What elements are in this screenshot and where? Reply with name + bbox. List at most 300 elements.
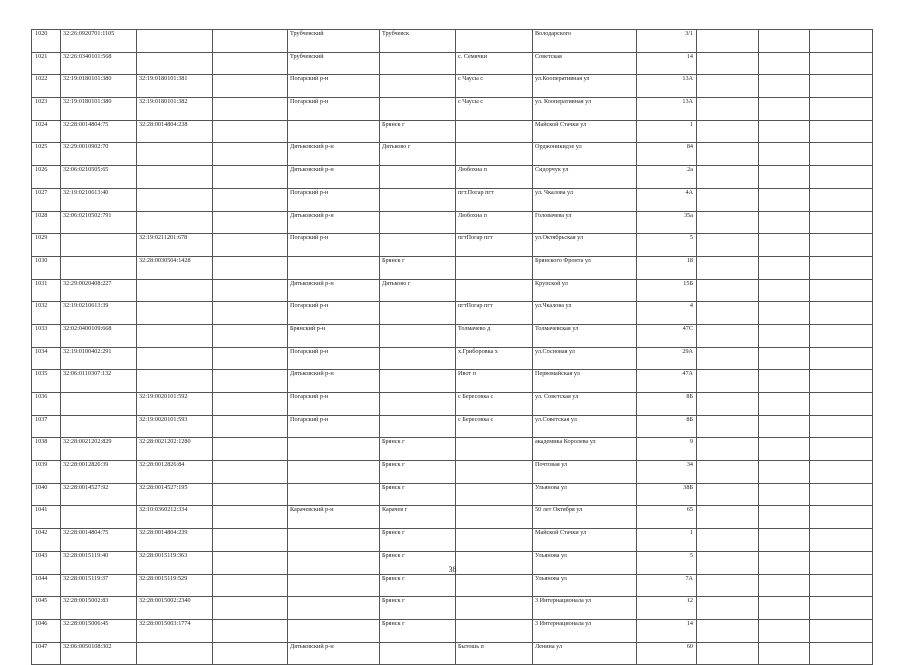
city-cell: Брянск г <box>380 120 456 143</box>
street-cell: ул.Советская ул <box>533 415 637 438</box>
blank-cell <box>697 506 759 529</box>
blank-cell <box>810 438 873 461</box>
blank-cell <box>697 30 759 53</box>
extra-cell <box>213 234 288 257</box>
building-cadastral-cell <box>137 143 213 166</box>
building-cadastral-cell <box>137 211 213 234</box>
cadastral-number-cell: 32:26:0920701:1105 <box>61 30 137 53</box>
cadastral-number-cell <box>61 256 137 279</box>
cadastral-number-cell: 32:28:0015119:37 <box>61 574 137 597</box>
settlement-cell <box>456 574 533 597</box>
street-cell: Майской Стачки ул <box>533 120 637 143</box>
cadastral-number-cell: 32:29:0010902:70 <box>61 143 137 166</box>
house-number-cell: 35а <box>637 211 697 234</box>
city-cell: Трубчевск <box>380 30 456 53</box>
blank-cell <box>759 279 810 302</box>
district-cell: Дятьковский р-н <box>288 211 380 234</box>
house-number-cell: 14 <box>637 52 697 75</box>
table-row <box>32 143 873 166</box>
house-number-cell: 29А <box>637 347 697 370</box>
row-number-cell: 1038 <box>32 438 61 461</box>
extra-cell <box>213 188 288 211</box>
building-cadastral-cell: 32:28:0015002:2340 <box>137 597 213 620</box>
extra-cell <box>213 597 288 620</box>
extra-cell <box>213 574 288 597</box>
row-number-cell: 1042 <box>32 529 61 552</box>
blank-cell <box>810 506 873 529</box>
house-number-cell: 1 <box>637 529 697 552</box>
blank-cell <box>810 256 873 279</box>
house-number-cell: 4А <box>637 188 697 211</box>
district-cell: Дятьковский р-н <box>288 279 380 302</box>
table-row <box>32 483 873 506</box>
house-number-cell: 3/1 <box>637 30 697 53</box>
extra-cell <box>213 347 288 370</box>
table-row <box>32 370 873 393</box>
cadastral-number-cell: 32:28:0014527:92 <box>61 483 137 506</box>
cadastral-number-cell: 32:29:0020408:227 <box>61 279 137 302</box>
blank-cell <box>697 483 759 506</box>
blank-cell <box>810 166 873 189</box>
building-cadastral-cell <box>137 324 213 347</box>
extra-cell <box>213 438 288 461</box>
street-cell: Крупской ул <box>533 279 637 302</box>
blank-cell <box>697 279 759 302</box>
settlement-cell <box>456 597 533 620</box>
table-row <box>32 188 873 211</box>
district-cell: Брянский р-н <box>288 324 380 347</box>
house-number-cell: 34 <box>637 461 697 484</box>
table-row <box>32 529 873 552</box>
settlement-cell <box>456 279 533 302</box>
building-cadastral-cell: 32:19:0211201:678 <box>137 234 213 257</box>
settlement-cell <box>456 483 533 506</box>
settlement-cell: с Чаусы с <box>456 98 533 121</box>
blank-cell <box>759 211 810 234</box>
extra-cell <box>213 166 288 189</box>
row-number-cell: 1024 <box>32 120 61 143</box>
city-cell: Брянск г <box>380 461 456 484</box>
house-number-cell: 8Б <box>637 393 697 416</box>
row-number-cell: 1033 <box>32 324 61 347</box>
house-number-cell: 15Б <box>637 279 697 302</box>
settlement-cell <box>456 120 533 143</box>
district-cell: Погарский р-н <box>288 302 380 325</box>
row-number-cell: 1036 <box>32 393 61 416</box>
blank-cell <box>697 415 759 438</box>
table-row <box>32 279 873 302</box>
building-cadastral-cell <box>137 347 213 370</box>
blank-cell <box>810 619 873 642</box>
blank-cell <box>759 370 810 393</box>
street-cell: Ульянова ул <box>533 551 637 574</box>
street-cell: ул. Кооперативная ул <box>533 98 637 121</box>
district-cell: Дятьковский р-н <box>288 370 380 393</box>
table-row <box>32 619 873 642</box>
blank-cell <box>697 75 759 98</box>
row-number-cell: 1022 <box>32 75 61 98</box>
city-cell: Дятьково г <box>380 279 456 302</box>
blank-cell <box>810 347 873 370</box>
blank-cell <box>759 52 810 75</box>
settlement-cell: пгтПогар пгт <box>456 234 533 257</box>
building-cadastral-cell: 32:28:0014804:238 <box>137 120 213 143</box>
row-number-cell: 1046 <box>32 619 61 642</box>
cadastral-number-cell: 32:28:0015006:45 <box>61 619 137 642</box>
house-number-cell: 60 <box>637 642 697 665</box>
row-number-cell: 1032 <box>32 302 61 325</box>
city-cell: Брянск г <box>380 438 456 461</box>
cadastral-number-cell <box>61 393 137 416</box>
row-number-cell: 1021 <box>32 52 61 75</box>
city-cell <box>380 75 456 98</box>
blank-cell <box>810 52 873 75</box>
blank-cell <box>759 506 810 529</box>
extra-cell <box>213 619 288 642</box>
blank-cell <box>697 98 759 121</box>
page-number: 38 <box>448 565 457 574</box>
district-cell: Дятьковский р-н <box>288 642 380 665</box>
blank-cell <box>759 30 810 53</box>
blank-cell <box>697 574 759 597</box>
row-number-cell: 1047 <box>32 642 61 665</box>
table-row <box>32 347 873 370</box>
district-cell: Погарский р-н <box>288 415 380 438</box>
street-cell: ул.Чкалова ул <box>533 302 637 325</box>
blank-cell <box>697 234 759 257</box>
city-cell <box>380 415 456 438</box>
building-cadastral-cell <box>137 52 213 75</box>
building-cadastral-cell: 32:28:0021202:1280 <box>137 438 213 461</box>
district-cell <box>288 619 380 642</box>
table-row <box>32 166 873 189</box>
street-cell: Ульянова ул <box>533 483 637 506</box>
extra-cell <box>213 529 288 552</box>
house-number-cell: 5 <box>637 551 697 574</box>
city-cell: Брянск г <box>380 483 456 506</box>
blank-cell <box>810 211 873 234</box>
blank-cell <box>810 529 873 552</box>
street-cell: ул.Сосновая ул <box>533 347 637 370</box>
cadastral-number-cell: 32:19:0210613:40 <box>61 188 137 211</box>
settlement-cell <box>456 143 533 166</box>
street-cell: Брянского Фронта ул <box>533 256 637 279</box>
house-number-cell: 1 <box>637 120 697 143</box>
blank-cell <box>697 120 759 143</box>
street-cell: Первомайская ул <box>533 370 637 393</box>
blank-cell <box>810 75 873 98</box>
extra-cell <box>213 30 288 53</box>
row-number-cell: 1031 <box>32 279 61 302</box>
blank-cell <box>697 597 759 620</box>
blank-cell <box>697 143 759 166</box>
row-number-cell: 1037 <box>32 415 61 438</box>
city-cell: Брянск г <box>380 529 456 552</box>
row-number-cell: 1041 <box>32 506 61 529</box>
street-cell: 50 лет Октября ул <box>533 506 637 529</box>
cadastral-number-cell: 32:28:0012826:39 <box>61 461 137 484</box>
row-number-cell: 1044 <box>32 574 61 597</box>
building-cadastral-cell <box>137 279 213 302</box>
settlement-cell <box>456 438 533 461</box>
building-cadastral-cell: 32:28:0012826:84 <box>137 461 213 484</box>
table-row <box>32 324 873 347</box>
blank-cell <box>697 370 759 393</box>
building-cadastral-cell: 32:19:0020101:593 <box>137 415 213 438</box>
cadastral-number-cell <box>61 506 137 529</box>
blank-cell <box>810 188 873 211</box>
blank-cell <box>759 597 810 620</box>
blank-cell <box>697 619 759 642</box>
city-cell <box>380 188 456 211</box>
street-cell: ул. Чкалова ул <box>533 188 637 211</box>
blank-cell <box>759 302 810 325</box>
table-row <box>32 98 873 121</box>
table-row <box>32 302 873 325</box>
district-cell <box>288 574 380 597</box>
table-row <box>32 256 873 279</box>
blank-cell <box>759 619 810 642</box>
district-cell <box>288 597 380 620</box>
extra-cell <box>213 324 288 347</box>
blank-cell <box>697 347 759 370</box>
city-cell: Брянск г <box>380 619 456 642</box>
settlement-cell: с. Семячки <box>456 52 533 75</box>
table-row <box>32 52 873 75</box>
house-number-cell: 18 <box>637 256 697 279</box>
district-cell: Карачевский р-н <box>288 506 380 529</box>
district-cell <box>288 483 380 506</box>
district-cell: Погарский р-н <box>288 98 380 121</box>
district-cell: Трубчевский <box>288 30 380 53</box>
blank-cell <box>759 188 810 211</box>
extra-cell <box>213 370 288 393</box>
blank-cell <box>759 574 810 597</box>
house-number-cell: 84 <box>637 143 697 166</box>
cadastral-number-cell: 32:06:0050108:302 <box>61 642 137 665</box>
blank-cell <box>759 98 810 121</box>
cadastral-number-cell: 32:06:0110307:132 <box>61 370 137 393</box>
district-cell <box>288 529 380 552</box>
district-cell: Погарский р-н <box>288 234 380 257</box>
table-row <box>32 30 873 53</box>
blank-cell <box>697 211 759 234</box>
settlement-cell: Ивот п <box>456 370 533 393</box>
city-cell <box>380 302 456 325</box>
city-cell: Брянск г <box>380 256 456 279</box>
blank-cell <box>759 415 810 438</box>
table-row <box>32 234 873 257</box>
street-cell: Ульянова ул <box>533 574 637 597</box>
district-cell: Погарский р-н <box>288 75 380 98</box>
extra-cell <box>213 52 288 75</box>
extra-cell <box>213 143 288 166</box>
house-number-cell: 47А <box>637 370 697 393</box>
house-number-cell: 13А <box>637 98 697 121</box>
blank-cell <box>759 143 810 166</box>
building-cadastral-cell: 32:28:0014527:195 <box>137 483 213 506</box>
blank-cell <box>697 302 759 325</box>
table-row <box>32 438 873 461</box>
city-cell: Брянск г <box>380 574 456 597</box>
row-number-cell: 1026 <box>32 166 61 189</box>
building-cadastral-cell <box>137 30 213 53</box>
blank-cell <box>810 279 873 302</box>
district-cell: Трубчевский <box>288 52 380 75</box>
blank-cell <box>810 143 873 166</box>
city-cell <box>380 234 456 257</box>
table-row <box>32 415 873 438</box>
building-cadastral-cell: 32:28:0030504:1428 <box>137 256 213 279</box>
district-cell <box>288 120 380 143</box>
table-row <box>32 461 873 484</box>
cadastral-number-cell: 32:06:0210505:65 <box>61 166 137 189</box>
city-cell <box>380 211 456 234</box>
building-cadastral-cell: 32:28:0015003:1774 <box>137 619 213 642</box>
city-cell <box>380 642 456 665</box>
blank-cell <box>810 393 873 416</box>
house-number-cell: 14 <box>637 619 697 642</box>
row-number-cell: 1035 <box>32 370 61 393</box>
city-cell <box>380 324 456 347</box>
district-cell: Погарский р-н <box>288 393 380 416</box>
settlement-cell: с Бересовка с <box>456 393 533 416</box>
city-cell <box>380 370 456 393</box>
blank-cell <box>759 324 810 347</box>
cadastral-number-cell <box>61 415 137 438</box>
blank-cell <box>759 438 810 461</box>
building-cadastral-cell: 32:19:0180101:381 <box>137 75 213 98</box>
settlement-cell: пгт.Погар пгт <box>456 188 533 211</box>
cadastral-number-cell: 32:19:0100402:291 <box>61 347 137 370</box>
blank-cell <box>697 52 759 75</box>
city-cell <box>380 166 456 189</box>
row-number-cell: 1040 <box>32 483 61 506</box>
street-cell: Ленина ул <box>533 642 637 665</box>
street-cell: академика Королева ул <box>533 438 637 461</box>
building-cadastral-cell: 32:28:0015119:529 <box>137 574 213 597</box>
cadastral-number-cell: 32:19:0180101:380 <box>61 75 137 98</box>
blank-cell <box>759 483 810 506</box>
street-cell: Почтовая ул <box>533 461 637 484</box>
blank-cell <box>697 642 759 665</box>
building-cadastral-cell: 32:28:0015119:363 <box>137 551 213 574</box>
blank-cell <box>810 302 873 325</box>
blank-cell <box>759 120 810 143</box>
settlement-cell: пгтПогар пгт <box>456 302 533 325</box>
street-cell: ул.Кооперативная ул <box>533 75 637 98</box>
city-cell: Брянск г <box>380 597 456 620</box>
house-number-cell: 4 <box>637 302 697 325</box>
blank-cell <box>697 438 759 461</box>
house-number-cell: 9 <box>637 438 697 461</box>
settlement-cell: Любохна п <box>456 211 533 234</box>
row-number-cell: 1030 <box>32 256 61 279</box>
blank-cell <box>759 347 810 370</box>
table-row <box>32 120 873 143</box>
table-row <box>32 642 873 665</box>
extra-cell <box>213 461 288 484</box>
city-cell: Дятьково г <box>380 143 456 166</box>
house-number-cell: 8Б <box>637 415 697 438</box>
building-cadastral-cell: 32:10:0360212:334 <box>137 506 213 529</box>
house-number-cell: 13А <box>637 75 697 98</box>
extra-cell <box>213 393 288 416</box>
table-row <box>32 393 873 416</box>
house-number-cell: 47С <box>637 324 697 347</box>
extra-cell <box>213 75 288 98</box>
extra-cell <box>213 415 288 438</box>
cadastral-number-cell <box>61 234 137 257</box>
table-row <box>32 597 873 620</box>
blank-cell <box>759 256 810 279</box>
row-number-cell: 1027 <box>32 188 61 211</box>
building-cadastral-cell <box>137 302 213 325</box>
row-number-cell: 1039 <box>32 461 61 484</box>
street-cell: Володарского <box>533 30 637 53</box>
city-cell <box>380 52 456 75</box>
blank-cell <box>810 30 873 53</box>
blank-cell <box>697 166 759 189</box>
blank-cell <box>759 529 810 552</box>
building-cadastral-cell <box>137 166 213 189</box>
district-cell <box>288 461 380 484</box>
city-cell: Брянск г <box>380 551 456 574</box>
row-number-cell: 1025 <box>32 143 61 166</box>
blank-cell <box>810 324 873 347</box>
building-cadastral-cell <box>137 642 213 665</box>
table-row <box>32 574 873 597</box>
table-row <box>32 211 873 234</box>
house-number-cell: 38Б <box>637 483 697 506</box>
blank-cell <box>759 461 810 484</box>
street-cell: Орджоникидзе ул <box>533 143 637 166</box>
blank-cell <box>759 75 810 98</box>
blank-cell <box>810 483 873 506</box>
settlement-cell: х.Гриборовка х <box>456 347 533 370</box>
blank-cell <box>810 461 873 484</box>
cadastral-number-cell: 32:06:0210502:791 <box>61 211 137 234</box>
extra-cell <box>213 211 288 234</box>
cadastral-number-cell: 32:26:0340101:568 <box>61 52 137 75</box>
city-cell: Карачев г <box>380 506 456 529</box>
blank-cell <box>697 461 759 484</box>
cadastral-number-cell: 32:28:0021202:829 <box>61 438 137 461</box>
table-row <box>32 75 873 98</box>
settlement-cell: Толмачево д <box>456 324 533 347</box>
street-cell: 3 Интернационала ул <box>533 619 637 642</box>
street-cell: Толмачевская ул <box>533 324 637 347</box>
street-cell: ул.Октябрьская ул <box>533 234 637 257</box>
blank-cell <box>697 529 759 552</box>
extra-cell <box>213 120 288 143</box>
extra-cell <box>213 642 288 665</box>
row-number-cell: 1029 <box>32 234 61 257</box>
extra-cell <box>213 279 288 302</box>
district-cell: Дятьковский р-н <box>288 143 380 166</box>
settlement-cell <box>456 30 533 53</box>
table-row <box>32 506 873 529</box>
street-cell: 3 Интернационала ул <box>533 597 637 620</box>
row-number-cell: 1043 <box>32 551 61 574</box>
house-number-cell: 65 <box>637 506 697 529</box>
cadastral-number-cell: 32:19:0180101:380 <box>61 98 137 121</box>
blank-cell <box>759 393 810 416</box>
building-cadastral-cell <box>137 370 213 393</box>
settlement-cell: Бытошь п <box>456 642 533 665</box>
settlement-cell <box>456 506 533 529</box>
settlement-cell <box>456 619 533 642</box>
